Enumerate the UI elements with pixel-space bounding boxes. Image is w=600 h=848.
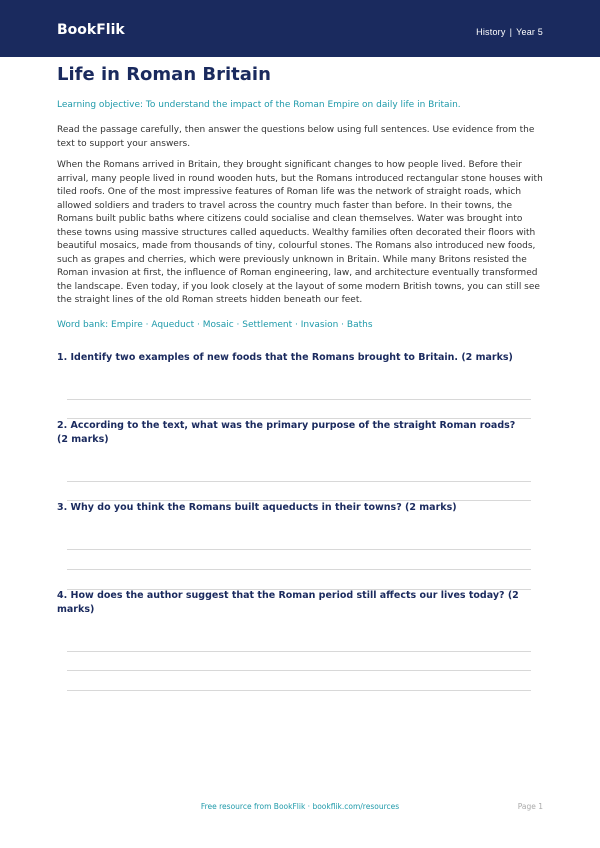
answer-line[interactable]	[67, 670, 531, 671]
footer-credit-link[interactable]: Free resource from BookFlik · bookflik.com/resources	[200, 802, 400, 811]
learning-objective: Learning objective: To understand the impact of the Roman Empire on daily life in Britain.	[57, 100, 461, 110]
brand-logo[interactable]: BookFlik	[57, 22, 125, 38]
question-2: 2. According to the text, what was the primary purpose of the straight Roman roads? (2 marks)	[57, 420, 516, 445]
answer-line[interactable]	[67, 399, 531, 400]
answer-line[interactable]	[67, 569, 531, 570]
answer-line[interactable]	[67, 549, 531, 550]
answer-line[interactable]	[67, 690, 531, 691]
question-1: 1. Identify two examples of new foods that the Romans brought to Britain. (2 marks)	[57, 352, 513, 363]
site-header	[0, 0, 600, 57]
page-number: Page 1	[517, 802, 543, 811]
answer-line[interactable]	[67, 481, 531, 482]
answer-line[interactable]	[67, 651, 531, 652]
year-label: Year 5	[516, 27, 543, 37]
page-title: Life in Roman Britain	[57, 64, 271, 85]
subject-label: History	[476, 27, 506, 37]
reading-passage: When the Romans arrived in Britain, they brought significant changes to how people lived. Before their arrival, many people lived in round wooden huts, but the Romans introduced rectangular stone houses with tiled roofs. One of the most impressive features of Roman life was the network of straight roads, which allowed soldiers and traders to travel across the country much faster than before. In their towns, the Romans built public baths where citizens could socialise and clean themselves. Water was brought into these towns using massive structures called aqueducts. Wealthy families often decorated their floors with beautiful mosaics, made from thousands of tiny, colourful stones. The Romans also introduced new foods, such as grapes and cherries, which were previously unknown in Britain. While many Britons resisted the Roman invasion at first, the influence of Roman engineering, law, and architecture eventually transformed the landscape. Even today, if you look closely at the layout of some modern British towns, you can still see the straight lines of the old Roman streets hidden beneath our feet.	[57, 160, 543, 305]
question-3: 3. Why do you think the Romans built aqueducts in their towns? (2 marks)	[57, 502, 457, 513]
word-bank: Word bank: Empire · Aqueduct · Mosaic · Settlement · Invasion · Baths	[57, 320, 373, 330]
instructions-text: Read the passage carefully, then answer the questions below using full sentences. Use evidence from the text to support your answers.	[57, 125, 535, 149]
question-4: 4. How does the author suggest that the Roman period still affects our lives today? (2 marks)	[57, 590, 519, 615]
header-separator: |	[509, 27, 513, 37]
subject-year-label	[476, 27, 543, 37]
